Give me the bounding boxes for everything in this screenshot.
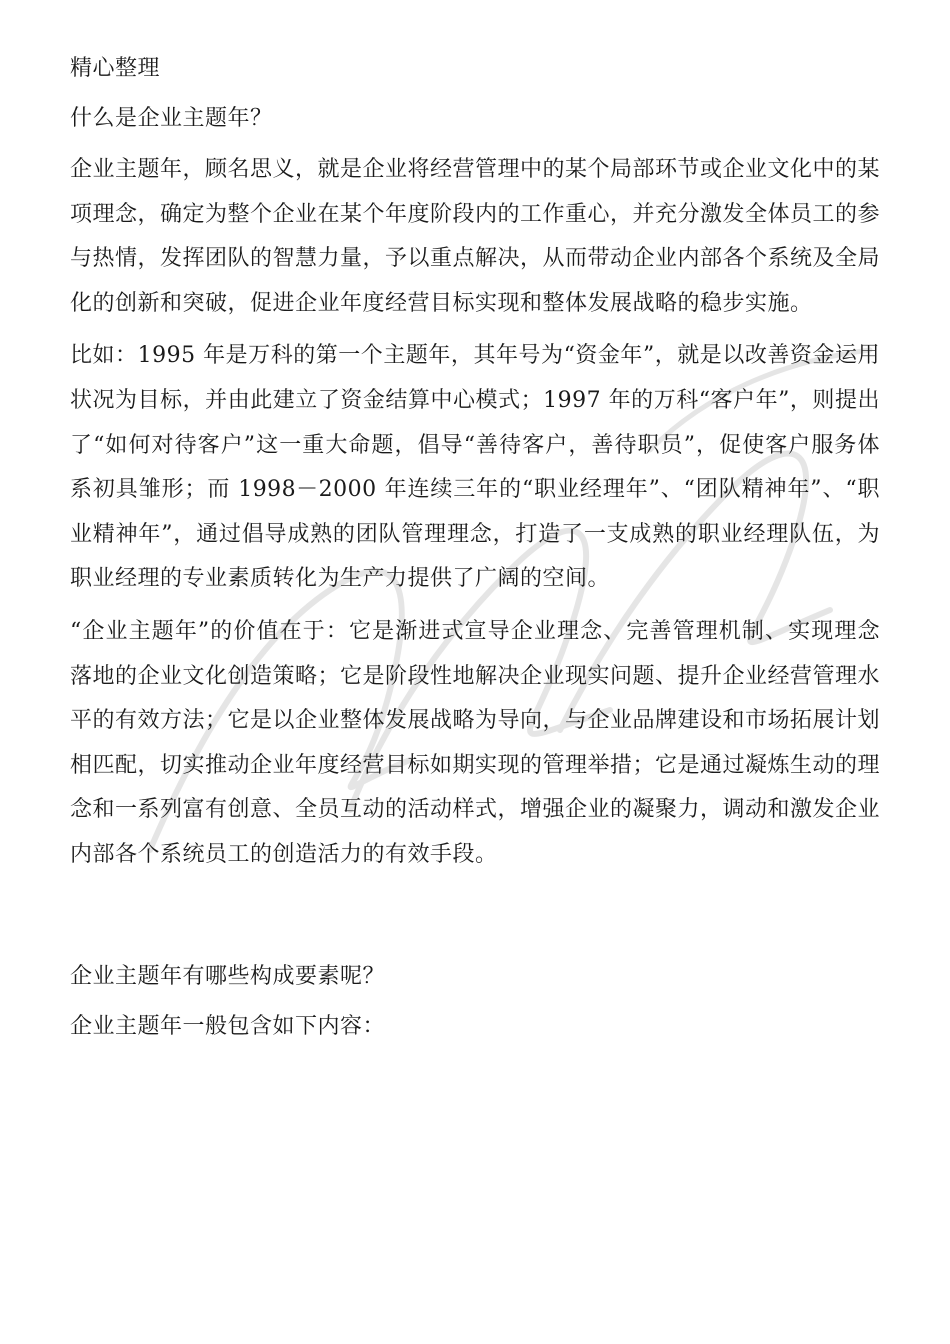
paragraph-examples: 比如：1995 年是万科的第一个主题年，其年号为“资金年”，就是以改善资金运用状况为目标，并由此建立了资金结算中心模式；1997 年的万科“客户年”，则提出了“如何对待客户”这一重大命题，倡导“善待客户，善待职员”，促使客户服务体系初具雏形；而 1998－2000 年连续三年的“职业经理年”、“团队精神年”、“职业精神年”，通过倡导成熟的团队管理理念，打造了一支成熟的职业经理队伍，为职业经理的专业素质转化为生产力提供了广阔的空间。: [70, 343, 880, 592]
section-question-1: 什么是企业主题年？: [70, 106, 273, 131]
header-label: 精心整理: [70, 56, 161, 81]
paragraph-value: “企业主题年”的价值在于：它是渐进式宣导企业理念、完善管理机制、实现理念落地的企业文化创造策略；它是阶段性地解决企业现实问题、提升企业经营管理水平的有效方法；它是以企业整体发展战略为导向，与企业品牌建设和市场拓展计划相匹配，切实推动企业年度经营目标如期实现的管理举措；它是通过凝炼生动的理念和一系列富有创意、全员互动的活动样式，增强企业的凝聚力，调动和激发企业内部各个系统员工的创造活力的有效手段。: [70, 618, 881, 867]
intro-line: 企业主题年一般包含如下内容：: [70, 1013, 386, 1039]
section-question-2: 企业主题年有哪些构成要素呢？: [70, 963, 386, 989]
paragraph-definition: 企业主题年，顾名思义，就是企业将经营管理中的某个局部环节或企业文化中的某项理念，确定为整个企业在某个年度阶段内的工作重心，并充分激发全体员工的参与热情，发挥团队的智慧力量，予以重点解决，从而带动企业内部各个系统及全局化的创新和突破，促进企业年度经营目标实现和整体发展战略的稳步实施。: [70, 157, 881, 316]
